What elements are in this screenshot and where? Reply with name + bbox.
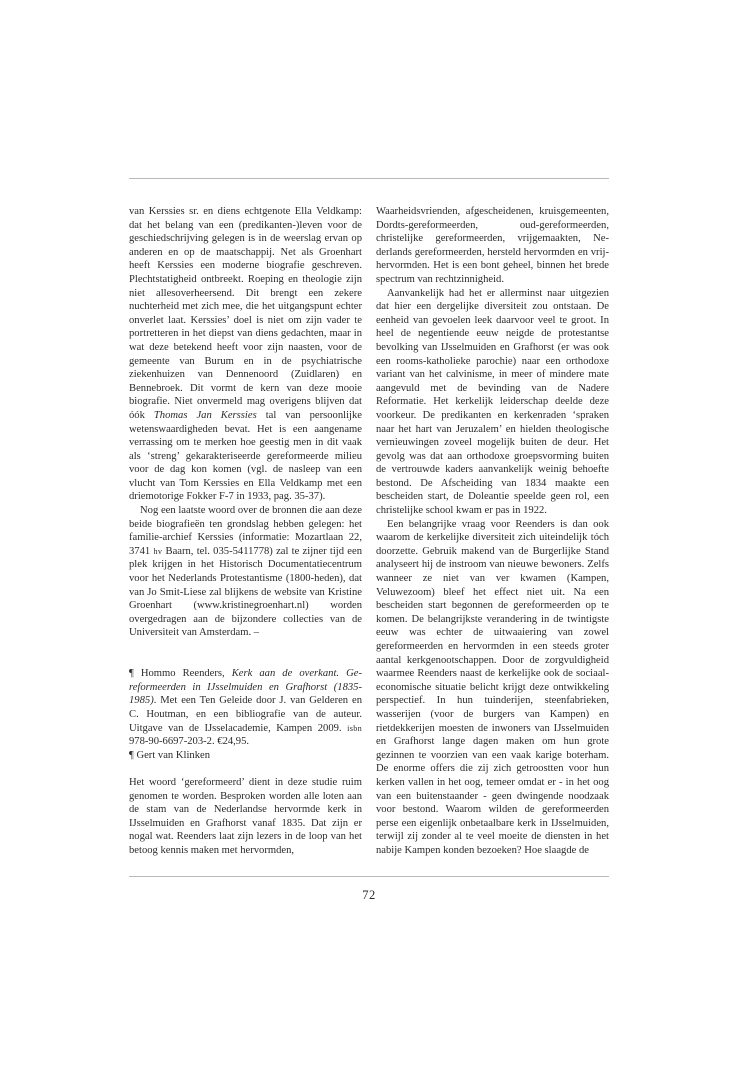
paragraph [129,504,362,640]
paragraph: Aanvankelijk had het er allerminst naar uitgezien dat hier een dergelijke diversiteit zou ontstaan. De eenheid van gevoelen leek daarvoor veel te groot. In heel de negentiende eeuw neigde de protestantse bevolking van IJsselmuiden en Grafhorst (er was ook een rooms-katholieke parochie) naar een orthodoxe variant van het calvinisme, in meer of mindere mate aangevuld met de bevinding van de Nadere Reformatie. Het kerkelijk leiderschap deelde deze voorkeur. De predikanten en kerkenraden ‘spraken naar het hart van Jeruzalem’ en hielden theologische vernieuwingen zoveel mogelijk buiten de deur. Het gevolg was dat aan orthodoxe groepsvorming buiten de vertrouwde kaders aanvankelijk weinig behoefte bestond. De Afscheiding van 1834 maakte een bescheiden start, de Doleantie speelde geen rol, een christelijke school kwam er pas in 1922. [376,287,609,517]
small-caps-text: hv [153,546,163,556]
text-run: Nog een laatste woord over de bronnen die aan deze beide biografieën ten grondslag hebben gelegen: het familie-archief Kerssies (informatie: Mozartlaan 22, 3741 [129,505,362,557]
paragraph: Het woord ‘gereformeerd’ dient in deze studie ruim genomen te worden. Besproken worden alle loten aan de stam van de Nederlandse hervormde kerk in IJsselmuiden en Grafhorst vanaf 1835. Dat zijn er nogal wat. Reenders laat zijn lezers in de loop van het betoog kennis maken met hervormden, [129,776,362,856]
spacer [129,640,362,654]
text-run: . Met een Ten Geleide door J. van Gelderen en C. Houtman, en een bibliografie van de auteur. Uitgave van de IJsselacademie, Kampen 2009. [129,695,362,734]
left-column [129,205,362,858]
small-caps-text: isbn [347,723,362,733]
review-author: ¶ Gert van Klinken [129,749,210,761]
book-title-italic: Kerk aan de overkant. Gereformeerden in IJsselmuiden en Grafhorst (1835-1985) [129,668,362,707]
text-run: Baarn, tel. 035-5411778) zal te zijner tijd een plek krijgen in het Historisch Documentatiecentrum voor het Nederlands Protestantisme (1800-heden), dat van Jo Smit-Liese zal blijkens de website van Kristine Groenhart (www.kristinegroenhart.nl) worden overgedragen aan de bijzondere collecties van de Universiteit van Amsterdam. – [129,545,363,639]
right-column [376,205,609,858]
page-number: 72 [362,888,376,902]
spacer [129,654,362,668]
text-run: 978-90-6697-203-2. €24,95. [129,736,250,748]
text-run: tal van persoonlijke wetenswaardigheden bevat. Het is een aangename verrassing om te merken hoe geestig men in dit vaak als ‘streng’ gekarakteriseerde gereformeerde milieu voor de dag kon komen (vgl. de nasleep van een vlucht van Tom Kerssies en Ella Veldkamp met een driemotorige Fokker F-7 in 1933, pag. 35-37). [129,409,362,503]
book-reference [129,667,362,749]
top-rule [129,178,609,179]
bottom-rule [129,876,609,877]
text-run: van Kerssies sr. en diens echtgenote Ella Veldkamp: dat het belang van een (predikanten-)leven voor de geschiedschrijving gelegen is in de weerslag ervan op anderen en op de maatschappij. Net als Groenhart heeft Kerssies een moderne biografie geschreven. Plechtstatigheid ontbreekt. Roeping en theologie zijn niet allesoverheersend. Dit brengt een zekere nuchterheid met zich mee, die het uitgangspunt echter onverlet laat. Kerssies’ doel is niet om zijn vader te portretteren in het diepst van diens gedachten, maar in wat deze betekend heeft voor zijn naasten, voor de gemeente van Burum en in de psychiatrische ziekenhuizen van Dennenoord (Zuidlaren) en Bennebroek. Dit vormt de kern van deze mooie biografie. Niet onvermeld mag overigens blijven dat óók [129,206,362,421]
paragraph [129,205,362,504]
paragraph: Waarheidsvrienden, afgescheidenen, kruisgemeenten, Dordts-gereformeerden, oud-gereformeerden, christelijke gereformeerden, vrijgemaakten, Nederlands gereformeerden, hersteld hervormden en vrij-hervormden. Het is een bont geheel, binnen het brede spectrum van rechtzinnigheid. [376,206,609,285]
paragraph: Een belangrijke vraag voor Reenders is dan ook waarom de kerkelijke diversiteit zich uiteindelijk tóch doorzette. Gebruik makend van de Burgerlijke Stand analyseert hij de instroom van nieuwe bewoners. Zelfs wanneer ze niet van ver kwamen (Kampen, Veluwezoom) bleef het effect niet uit. Na een bescheiden start begonnen de gereformeerden op te komen. De belangrijkste verandering in de twintigste eeuw was echter de uitwaaiering van zowel gereformeerden en hervormden in een steeds groter aantal kerkgenootschappen. Door de zorgvuldigheid waarmee Reenders naast de kerkelijke ook de sociaal-economische situatie belicht krijgt deze ontwikkeling perspectief. In hun tuinderijen, steenfabrieken, wasserijen (voor de burgers van Kampen) en rietdekkerijen moesten de inwoners van IJsselmuiden en Grafhorst lange dagen maken om hun grote gezinnen te voorzien van een vaak karige boterham. De enorme offers die zij zich getroostten voor hun kerken vallen in het oog, temeer omdat er - in het oog van een buitenstaander - geen dwingende noodzaak voor bestond. Waarom wilden de gereformeerden perse een eigenlijk onbetaalbare kerk in IJsselmuiden, terwijl zij zonder al te veel moeite de diensten in het nabije Kampen konden bezoeken? Hoe slaagde de [376,518,609,856]
book-title-italic: Thomas Jan Kerssies [153,409,257,421]
spacer [129,762,362,776]
text-run: ¶ Hommo Reenders, [129,668,232,680]
